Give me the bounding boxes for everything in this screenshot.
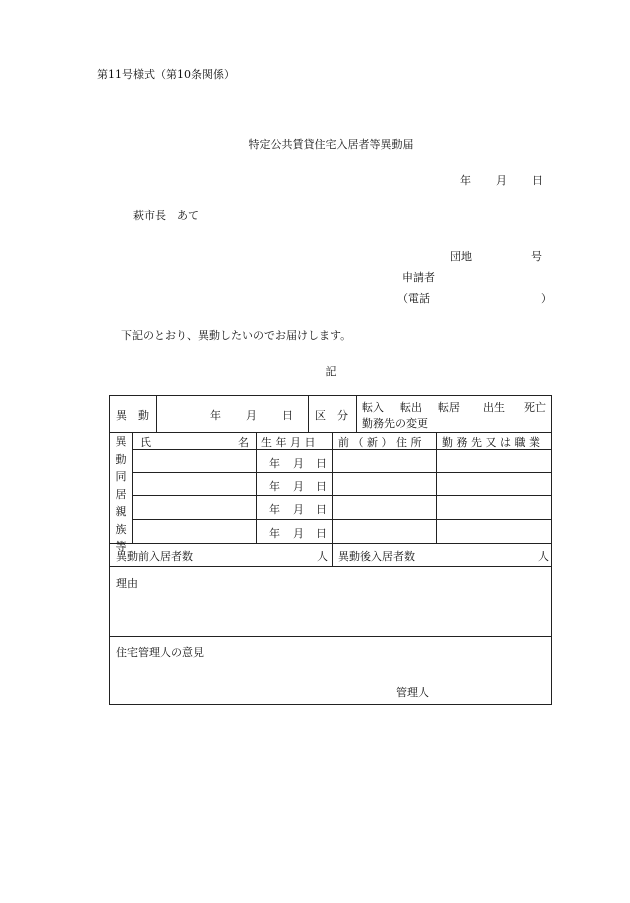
family-label-char: 等 bbox=[115, 540, 127, 553]
kubun-option-shibo: 死亡 bbox=[524, 401, 546, 414]
col-divider bbox=[256, 432, 257, 543]
ido-year: 年 bbox=[210, 409, 221, 422]
name-header-right: 名 bbox=[238, 436, 249, 449]
residents-before-unit: 人 bbox=[317, 550, 328, 563]
family-label-char: 親 bbox=[115, 505, 127, 518]
intro-text: 下記のとおり、異動したいのでお届けします。 bbox=[121, 329, 352, 342]
phone-label: （電話 bbox=[397, 292, 430, 305]
date-month: 月 bbox=[496, 174, 507, 187]
row-divider bbox=[132, 519, 551, 520]
row-divider bbox=[110, 566, 551, 567]
manager-opinion-label: 住宅管理人の意見 bbox=[116, 646, 204, 659]
row1-birth-month: 月 bbox=[293, 457, 304, 470]
residents-after-unit: 人 bbox=[538, 550, 549, 563]
family-label-char: 動 bbox=[115, 452, 127, 466]
phone-close-paren: ） bbox=[541, 292, 552, 305]
applicant-label: 申請者 bbox=[402, 271, 435, 284]
submission-date bbox=[460, 172, 543, 188]
col-divider bbox=[308, 396, 309, 432]
family-label-char: 族 bbox=[115, 522, 127, 536]
kubun-option-workplace-change: 勤務先の変更 bbox=[362, 417, 428, 430]
row-divider bbox=[110, 432, 551, 433]
ido-day: 日 bbox=[282, 409, 293, 422]
row4-birth-day: 日 bbox=[316, 527, 327, 540]
document-title: 特定公共賃貸住宅入居者等異動届 bbox=[248, 138, 414, 151]
kubun-option-tenshutsu: 転出 bbox=[400, 401, 422, 414]
addressee: 萩市長 あて bbox=[133, 209, 199, 222]
row2-birth-year: 年 bbox=[269, 480, 280, 493]
family-label-char: 同 bbox=[115, 470, 127, 483]
col-divider bbox=[132, 432, 133, 543]
row2-birth-day: 日 bbox=[316, 480, 327, 493]
row2-birth-month: 月 bbox=[293, 480, 304, 493]
reason-label: 理由 bbox=[116, 577, 138, 590]
row1-birth-day: 日 bbox=[316, 457, 327, 470]
row4-birth-month: 月 bbox=[293, 527, 304, 540]
col-divider bbox=[436, 432, 437, 543]
family-label bbox=[110, 433, 132, 556]
col-divider bbox=[332, 432, 333, 566]
row-divider bbox=[132, 472, 551, 473]
row-divider bbox=[132, 495, 551, 496]
form-number: 第11号様式（第10条関係） bbox=[97, 68, 235, 81]
kubun-option-tenkyo: 転居 bbox=[438, 401, 460, 414]
row3-birth-year: 年 bbox=[269, 503, 280, 516]
row-divider bbox=[110, 636, 551, 637]
name-header-left: 氏 bbox=[140, 436, 151, 449]
residents-before-label: 異動前入居者数 bbox=[116, 550, 193, 563]
date-day: 日 bbox=[532, 174, 543, 187]
row4-birth-year: 年 bbox=[269, 527, 280, 540]
family-label-char: 居 bbox=[115, 487, 127, 501]
row-divider bbox=[110, 543, 551, 544]
room-number-label: 号 bbox=[531, 250, 542, 263]
kubun-option-tennyu: 転入 bbox=[362, 401, 384, 414]
row3-birth-month: 月 bbox=[293, 503, 304, 516]
manager-label: 管理人 bbox=[396, 686, 429, 699]
family-label-char: 異 bbox=[115, 435, 127, 448]
ido-month: 月 bbox=[246, 409, 257, 422]
workplace-header: 勤 務 先 又 は 職 業 bbox=[442, 436, 540, 449]
danchi-label: 団地 bbox=[450, 250, 472, 263]
row1-birth-year: 年 bbox=[269, 457, 280, 470]
col-divider bbox=[156, 396, 157, 432]
col-divider bbox=[356, 396, 357, 432]
ido-label: 異 動 bbox=[116, 409, 149, 422]
date-year: 年 bbox=[460, 174, 471, 187]
address-header: 前 （ 新 ） 住 所 bbox=[338, 436, 422, 449]
kubun-label: 区 分 bbox=[315, 409, 348, 422]
ki-heading: 記 bbox=[325, 365, 337, 378]
kubun-option-shussei: 出生 bbox=[483, 401, 505, 414]
birthdate-header: 生 年 月 日 bbox=[261, 436, 316, 449]
residents-after-label: 異動後入居者数 bbox=[338, 550, 415, 563]
row3-birth-day: 日 bbox=[316, 503, 327, 516]
change-notification-table bbox=[109, 395, 552, 705]
